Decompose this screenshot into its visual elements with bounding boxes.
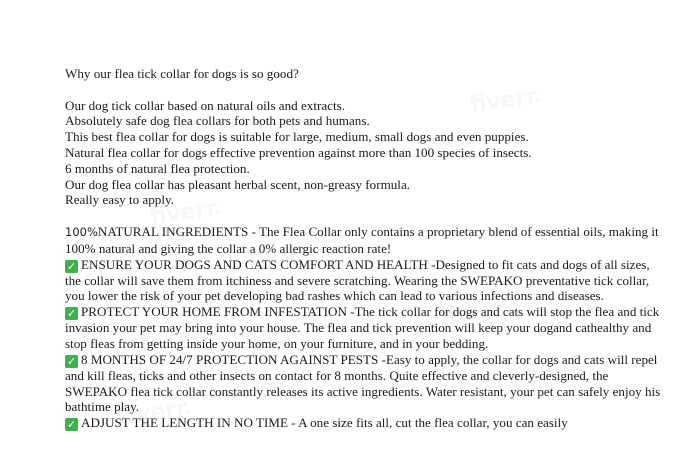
spacer (65, 82, 665, 98)
checkmark-icon: ✓ (66, 354, 77, 368)
spacer (65, 208, 665, 224)
natural-ingredients-paragraph (65, 224, 665, 257)
natural-ingredients-text: NATURAL INGREDIENTS - The Flea Collar only contains a proprietary blend of essential oils, making it 100% natural and giving the collar a 0% allergic reaction rate! (65, 223, 659, 256)
feature-text: 8 MONTHS OF 24/7 PROTECTION AGAINST PESTS -Easy to apply, the collar for dogs and cats will repel and kill fleas, ticks and other insects on contact for 8 months. Quite effective and cleverly-designed, the SWEPAKO flea tick collar constantly releases its active ingredients. Water resistant, your pet can safely enjoy his bathtime play. (65, 351, 661, 415)
feature-paragraph (65, 415, 665, 431)
intro-line: Our dog tick collar based on natural oils and extracts. (65, 97, 345, 113)
feature-text: ENSURE YOUR DOGS AND CATS COMFORT AND HEALTH -Designed to fit cats and dogs of all sizes, the collar will save them from itchiness and severe scratching. Wearing the SWEPAKO preventative tick collar, you lower the risk of your pet developing bad rashes which can lead to various infections and diseases. (65, 256, 650, 304)
document-body (65, 66, 665, 431)
intro-line: Absolutely safe dog flea collars for both pets and humans. (65, 113, 370, 129)
intro-line: 6 months of natural flea protection. (65, 160, 250, 176)
feature-paragraph (65, 352, 665, 415)
intro-line: Natural flea collar for dogs effective prevention against more than 100 species of insects. (65, 144, 532, 160)
checkmark-icon: ✓ (66, 307, 77, 321)
heading: Why our flea tick collar for dogs is so good? (65, 66, 299, 81)
intro-line: Our dog flea collar has pleasant herbal scent, non-greasy formula. (65, 176, 411, 192)
intro-line: Really easy to apply. (65, 192, 174, 208)
feature-text: PROTECT YOUR HOME FROM INFESTATION -The tick collar for dogs and cats will stop the flea and tick invasion your pet may bring into your house. The flea and tick prevention will keep your dogand cathealthy and stop fleas from getting inside your home, on your furniture, and in your bedding. (65, 304, 660, 351)
percent-prefix: 100% (65, 224, 98, 239)
feature-paragraph (65, 257, 665, 305)
checkmark-icon: ✓ (66, 418, 77, 432)
feature-text: ADJUST THE LENGTH IN NO TIME - A one size fits all, cut the flea collar, you can easily (81, 415, 568, 431)
checkmark-icon: ✓ (66, 259, 77, 273)
intro-line: This best flea collar for dogs is suitable for large, medium, small dogs and even puppies. (65, 129, 529, 145)
feature-paragraph (65, 304, 665, 352)
